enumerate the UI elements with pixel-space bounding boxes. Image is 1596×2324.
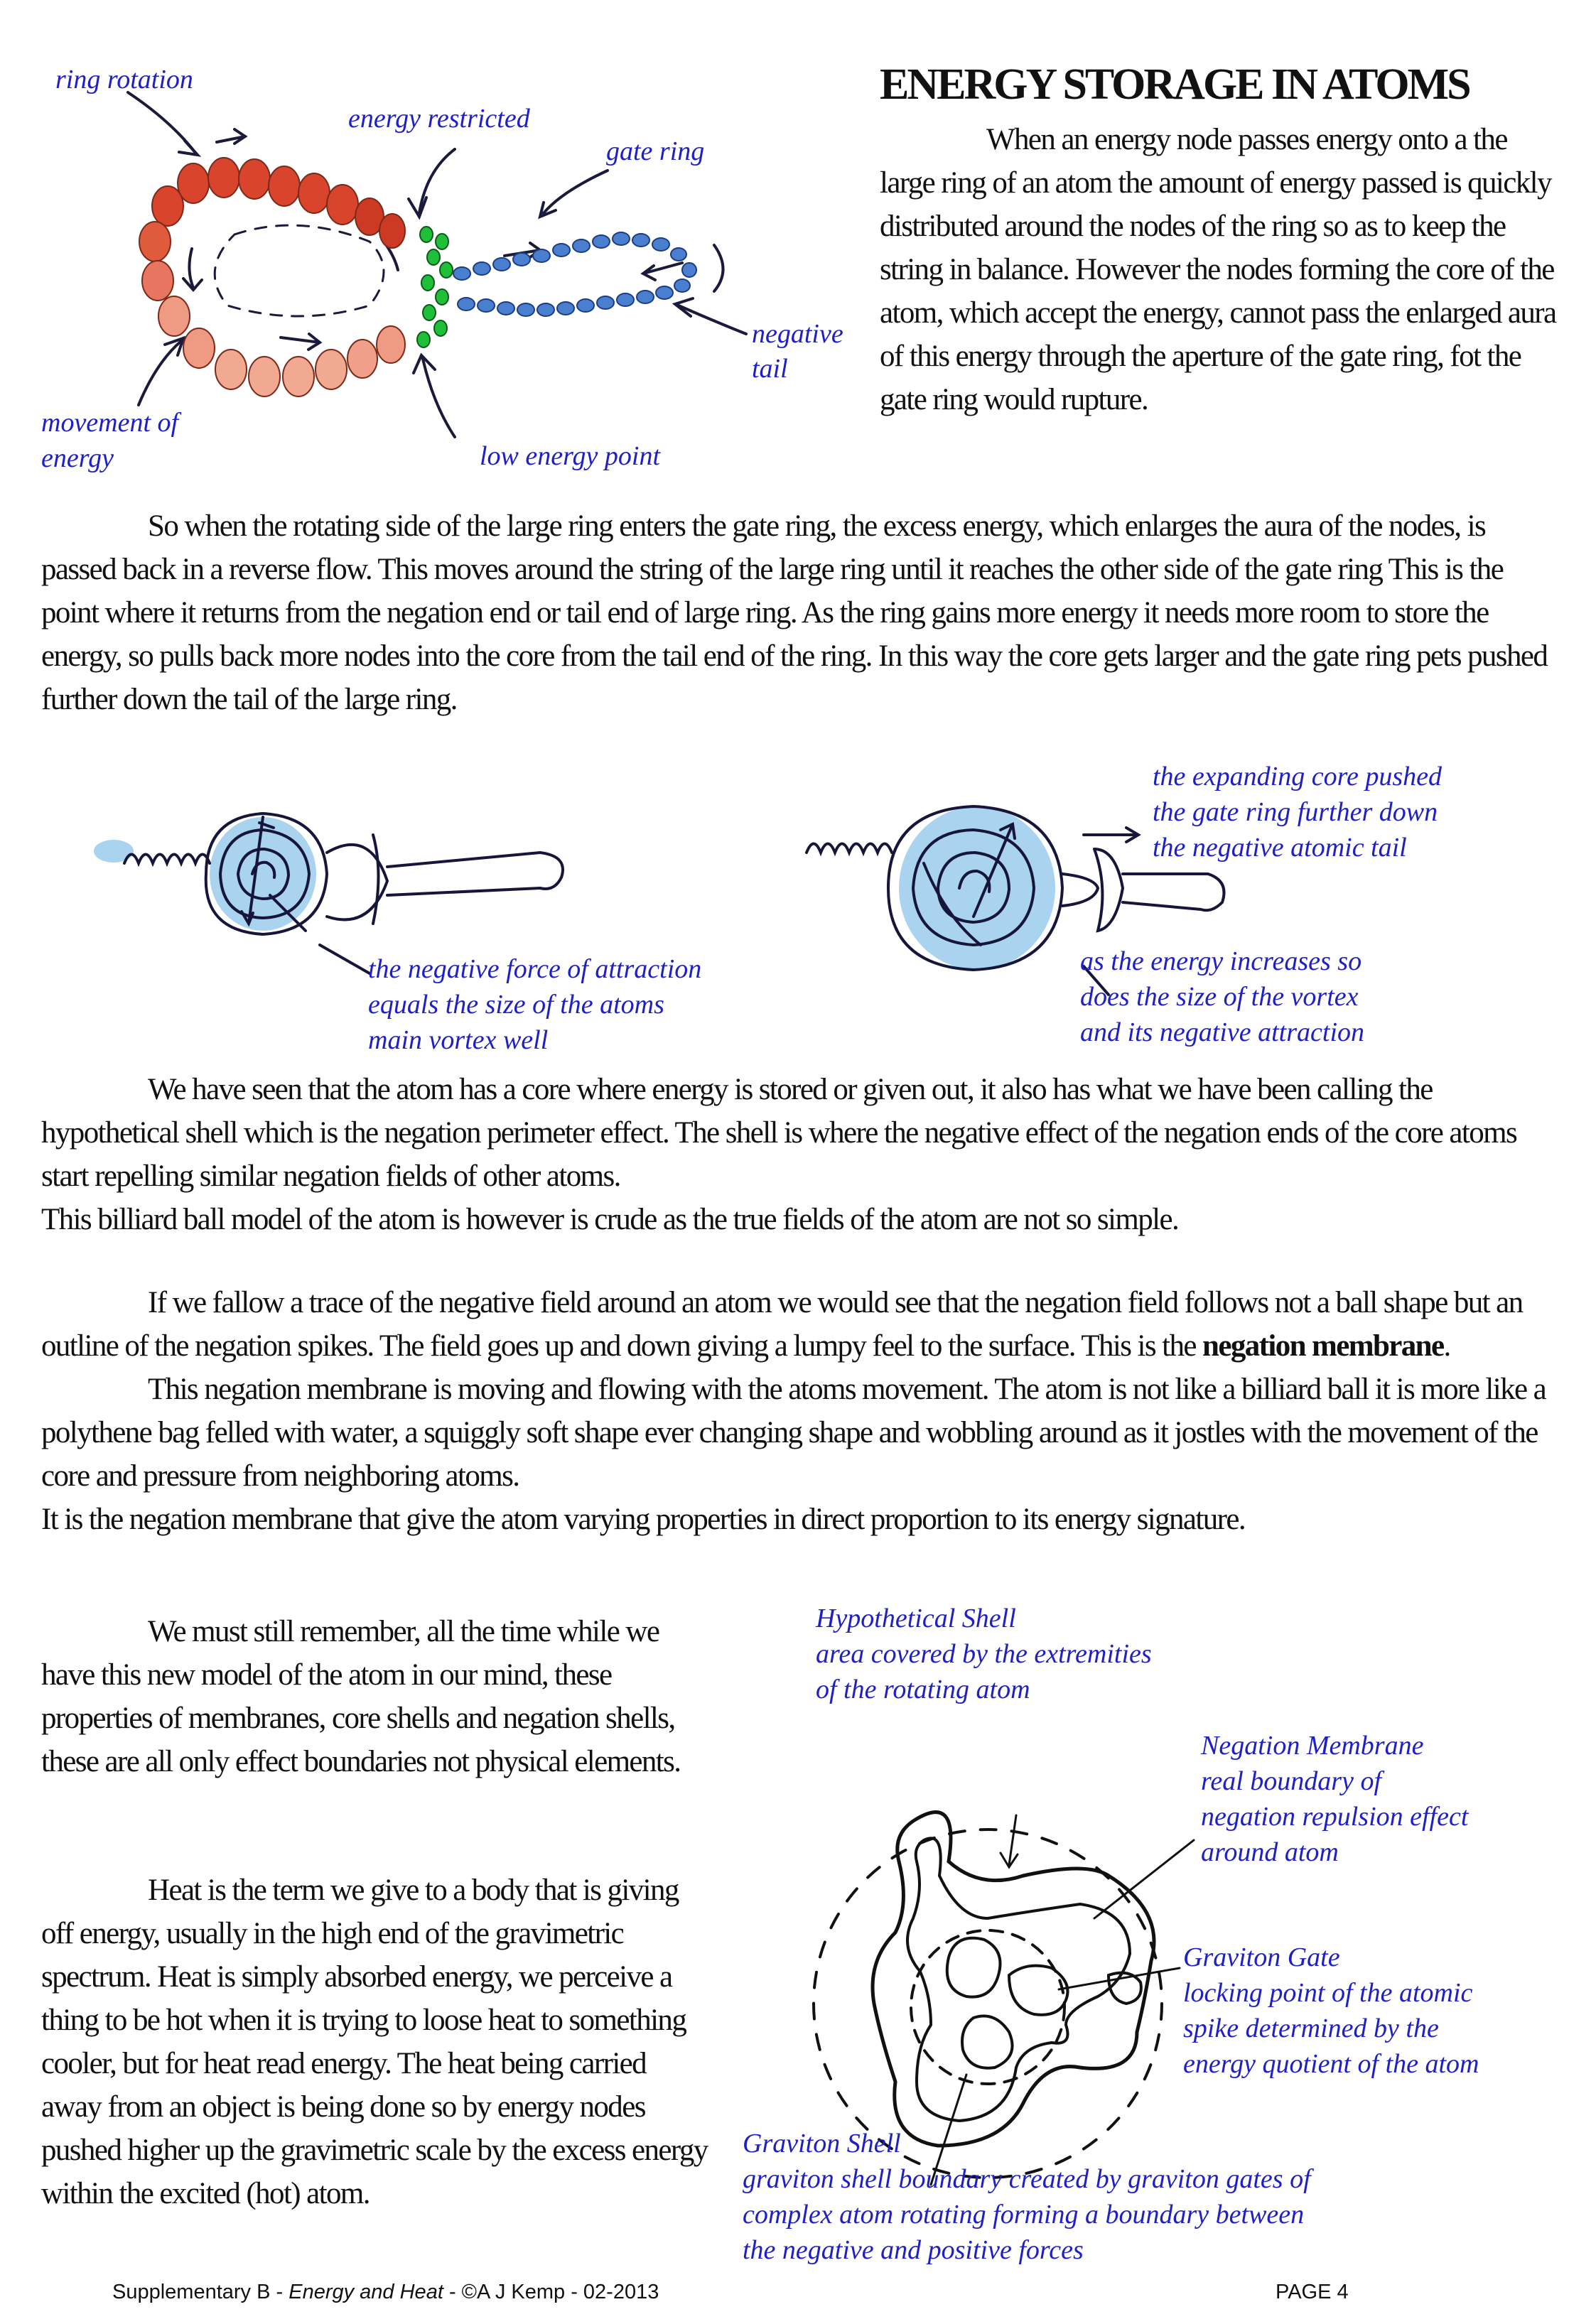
label-negative-force-1: the negative force of attraction <box>368 954 702 984</box>
paragraph-negation-membrane: If we fallow a trace of the negative field around an atom we would see that the negation field follows not a ball shape but an outline of the negation spikes. The field goes up and down giving a lumpy feel to the surface. This is the negation membrane. This negation membrane is moving and flowing with the atoms movement. The atom is not like a billiard ball it is more like a polythene bag felled with water, a squiggly soft shape ever changing shape and wobbling around as it jostles with the movement of the core and pressure from neighboring atoms. It is the negation membrane that give the atom varying properties in direct proportion to its energy signature. <box>41 1286 1546 1536</box>
label-ring-rotation: ring rotation <box>55 65 193 94</box>
label-energy-restricted: energy restricted <box>348 104 530 134</box>
label-expanding-core-2: the gate ring further down <box>1153 797 1438 827</box>
label-negation-membrane-1: Negation Membrane <box>1201 1731 1424 1761</box>
label-graviton-gate-3: spike determined by the <box>1183 2014 1439 2043</box>
label-negation-membrane-3: negation repulsion effect <box>1201 1802 1469 1832</box>
label-negative-force-2: equals the size of the atoms <box>368 990 664 1020</box>
label-gate-ring: gate ring <box>606 136 705 166</box>
paragraph-shell: We have seen that the atom has a core where energy is stored or given out, it also has what we have been calling the hypothetical shell which is the negation perimeter effect. The shell is where the negative effect of the negation ends of the core atoms start repelling similar negation fields of other atoms. This billiard ball model of the atom is however is crude as the true fields of the atom are not so simple. <box>41 1073 1517 1236</box>
label-hypothetical-shell-2: area covered by the extremities <box>816 1639 1152 1669</box>
label-energy-increases-1: as the energy increases so <box>1080 946 1362 976</box>
label-tail: tail <box>752 354 788 384</box>
label-negative: negative <box>752 319 843 349</box>
page-number: PAGE 4 <box>1276 2281 1349 2303</box>
label-expanding-core-3: the negative atomic tail <box>1153 833 1407 863</box>
label-energy-increases-3: and its negative attraction <box>1080 1017 1365 1047</box>
label-hypothetical-shell-1: Hypothetical Shell <box>816 1604 1016 1633</box>
intro-paragraph: When an energy node passes energy onto a the large ring of an atom the amount of energy passed is quickly distributed around the nodes of the ring so as to keep the string in balance. However the nodes forming the core of the atom, which accept the energy, cannot pass the enlarged aura of this energy through the aperture of the gate ring, fot the gate ring would rupture. <box>880 123 1556 416</box>
label-hypothetical-shell-3: of the rotating atom <box>816 1675 1030 1704</box>
label-graviton-gate-1: Graviton Gate <box>1183 1942 1340 1972</box>
label-graviton-gate-2: locking point of the atomic <box>1183 1978 1473 2008</box>
paragraph-heat: Heat is the term we give to a body that is giving off energy, usually in the high end of the gravimetric spectrum. Heat is simply absorbed energy, we perceive a thing to be hot when it is trying to loose heat to something cooler, but for heat read energy. The heat being carried away from an object is being done so by energy nodes pushed higher up the gravimetric scale by the excess energy within the excited (hot) atom. <box>41 1874 708 2210</box>
label-negative-force-3: main vortex well <box>368 1025 549 1055</box>
footer-credit: Supplementary B - Energy and Heat - ©A J Kemp - 02-2013 <box>112 2281 659 2303</box>
label-graviton-gate-4: energy quotient of the atom <box>1183 2049 1479 2079</box>
label-movement-of: movement of <box>41 408 179 438</box>
label-graviton-shell-4: the negative and positive forces <box>743 2235 1084 2265</box>
label-energy: energy <box>41 443 114 473</box>
paragraph-reverse-flow: So when the rotating side of the large ring enters the gate ring, the excess energy, which enlarges the aura of the nodes, is passed back in a reverse flow. This moves around the string of the large ring until it reaches the other side of the gate ring This is the point where it returns from the negation end or tail end of large ring. As the ring gains more energy it needs more room to store the energy, so pulls back more nodes into the core from the tail end of the ring. In this way the core gets larger and the gate ring pets pushed further down the tail of the large ring. <box>41 509 1548 716</box>
label-negation-membrane-4: around atom <box>1201 1837 1339 1867</box>
label-graviton-shell-1: Graviton Shell <box>743 2129 901 2158</box>
bold-term: negation membrane <box>1202 1329 1444 1363</box>
label-negation-membrane-2: real boundary of <box>1201 1766 1382 1796</box>
label-energy-increases-2: does the size of the vortex <box>1080 982 1359 1012</box>
label-low-energy-point: low energy point <box>480 441 660 471</box>
page-title: ENERGY STORAGE IN ATOMS <box>880 60 1470 109</box>
paragraph-remember: We must still remember, all the time while we have this new model of the atom in our mind, these properties of membranes, core shells and negation shells, these are all only effect boundaries not physical elements. <box>41 1615 681 1778</box>
label-expanding-core-1: the expanding core pushed <box>1153 762 1442 791</box>
label-graviton-shell-2: graviton shell boundary created by graviton gates of <box>743 2164 1311 2194</box>
label-graviton-shell-3: complex atom rotating forming a boundary between <box>743 2200 1305 2230</box>
